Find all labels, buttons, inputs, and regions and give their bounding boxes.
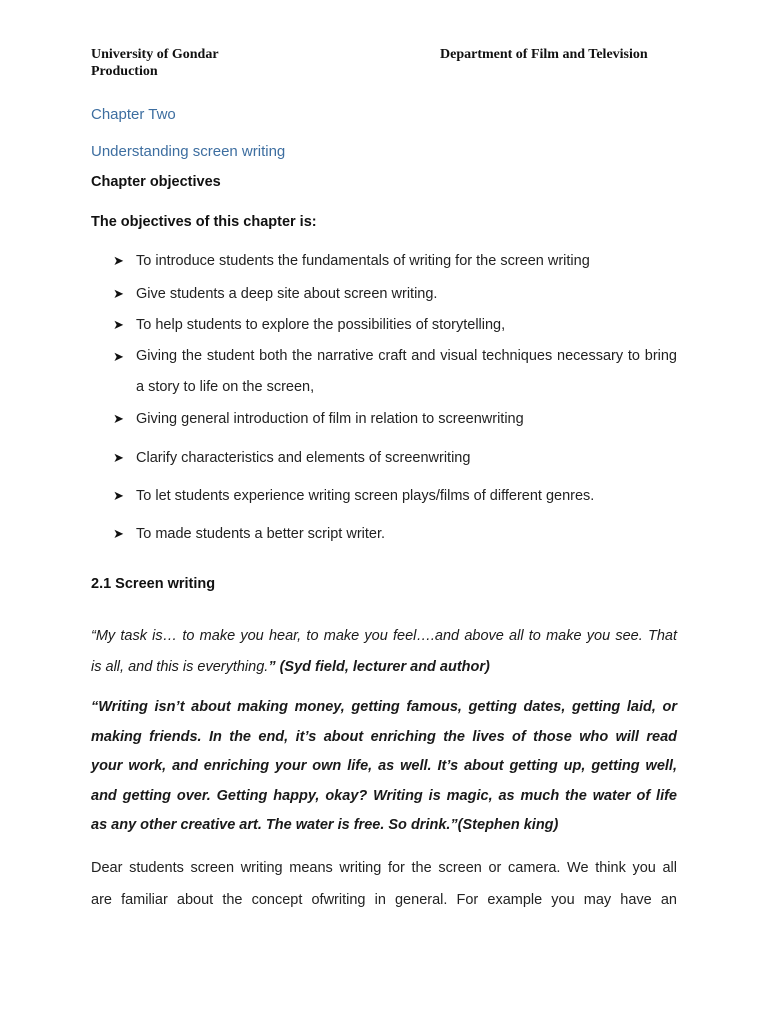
quote-line-text: is all, and this is everything. — [91, 659, 269, 675]
header-production: Production — [91, 64, 158, 79]
chapter-title: Chapter Two — [91, 106, 176, 123]
arrow-bullet-icon: ➤ — [113, 450, 124, 465]
quote-attribution: (Syd field, lecturer and author) — [279, 659, 490, 675]
arrow-bullet-icon: ➤ — [113, 488, 124, 503]
quote-closing-mark: ” — [268, 659, 276, 675]
arrow-bullet-icon: ➤ — [113, 253, 124, 268]
quote-line: “Writing isn’t about making money, getting famous, getting dates, getting laid, or — [91, 699, 677, 715]
arrow-bullet-icon: ➤ — [113, 526, 124, 541]
objectives-intro: The objectives of this chapter is: — [91, 214, 317, 230]
arrow-bullet-icon: ➤ — [113, 317, 124, 332]
quote-line: as any other creative art. The water is free. So drink.”(Stephen king) — [91, 817, 559, 833]
chapter-subtitle: Understanding screen writing — [91, 143, 286, 160]
objective-text: To introduce students the fundamentals of writing for the screen writing — [136, 253, 590, 269]
quote-stephen-king — [91, 693, 677, 841]
arrow-bullet-icon: ➤ — [113, 349, 124, 364]
objective-text: Clarify characteristics and elements of screenwriting — [136, 450, 471, 466]
quote-line: and getting over. Getting happy, okay? Writing is magic, as much the water of life — [91, 787, 677, 804]
objective-text: Give students a deep site about screen writing. — [136, 286, 438, 302]
objective-text: Giving the student both the narrative craft and visual techniques necessary to bring a story to life on the screen, — [136, 348, 677, 395]
body-paragraph — [91, 852, 677, 916]
objectives-heading: Chapter objectives — [91, 174, 221, 190]
arrow-bullet-icon: ➤ — [113, 411, 124, 426]
objective-text: To help students to explore the possibilities of storytelling, — [136, 317, 506, 333]
paragraph-line: are familiar about the concept ofwriting in general. For example you may have an — [91, 892, 677, 908]
objective-text: Giving general introduction of film in relation to screenwriting — [136, 411, 524, 427]
paragraph-line: Dear students screen writing means writing for the screen or camera. We think you all — [91, 860, 677, 876]
header-university: University of Gondar — [91, 47, 219, 62]
quote-line — [91, 652, 677, 683]
section-heading: 2.1 Screen writing — [91, 576, 216, 592]
quote-line: “My task is… to make you hear, to make you feel….and above all to make you see. That — [91, 628, 677, 644]
objective-text: To made students a better script writer. — [136, 526, 386, 542]
quote-line: your work, and enriching your own life, as well. It’s about getting up, getting well, — [91, 758, 677, 774]
arrow-bullet-icon: ➤ — [113, 286, 124, 301]
header-department: Department of Film and Television — [440, 47, 648, 62]
quote-syd-field — [91, 621, 677, 683]
quote-line: making friends. In the end, it’s about enriching the lives of those who will read — [91, 728, 677, 745]
objective-text: To let students experience writing screen plays/films of different genres. — [136, 488, 595, 504]
